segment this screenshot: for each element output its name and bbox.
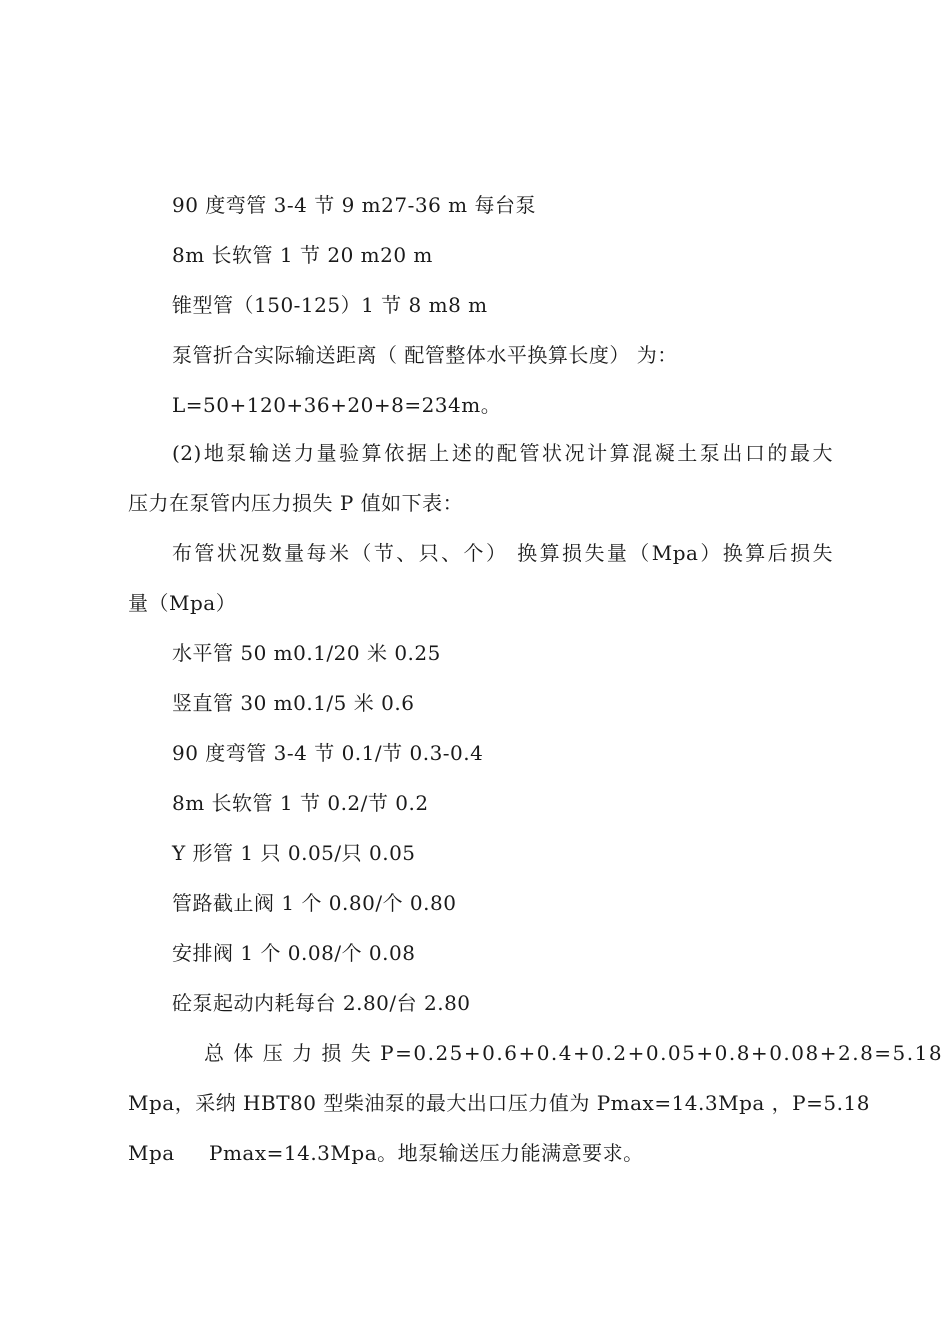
table-row-horizontal-pipe: 水平管 50 m0.1/20 米 0.25 — [172, 641, 441, 665]
table-row-bend-pipe: 90 度弯管 3-4 节 0.1/节 0.3-0.4 — [172, 741, 484, 765]
text-line-total-length: L=50+120+36+20+8=234m。 — [172, 393, 502, 417]
text-line-pump-max-pressure: Mpa，采纳 HBT80 型柴油泵的最大出口压力值为 Pmax=14.3Mpa ，P=5.18 — [128, 1091, 870, 1115]
table-header-line-1: 布管状况数量每米（节、只、个） 换算损失量（Mpa）换算后损失 — [172, 541, 833, 565]
table-row-vertical-pipe: 竖直管 30 m0.1/5 米 0.6 — [172, 691, 415, 715]
text-line-total-loss: 总 体 压 力 损 失 P=0.25+0.6+0.4+0.2+0.05+0.8+0.08+2.8=5.18 — [204, 1041, 944, 1065]
text-line-pressure-check-1: (2)地泵输送力量验算依据上述的配管状况计算混凝土泵出口的最大 — [172, 441, 833, 465]
table-row-hose: 8m 长软管 1 节 0.2/节 0.2 — [172, 791, 429, 815]
text-line-conversion-heading: 泵管折合实际输送距离（ 配管整体水平换算长度） 为： — [172, 343, 678, 367]
table-header-line-2: 量（Mpa） — [128, 591, 237, 615]
text-line-pressure-check-2: 压力在泵管内压力损失 P 值如下表： — [128, 491, 464, 515]
text-line-taper-pipe-length: 锥型管（150-125）1 节 8 m8 m — [172, 293, 488, 317]
text-line-hose-length: 8m 长软管 1 节 20 m20 m — [172, 243, 433, 267]
table-row-y-pipe: Y 形管 1 只 0.05/只 0.05 — [172, 841, 416, 865]
text-line-bend-pipe-length: 90 度弯管 3-4 节 9 m27-36 m 每台泵 — [172, 193, 536, 217]
text-line-conclusion: Mpa Pmax=14.3Mpa。地泵输送压力能满意要求。 — [128, 1141, 644, 1165]
table-row-stop-valve: 管路截止阀 1 个 0.80/个 0.80 — [172, 891, 457, 915]
table-row-distribution-valve: 安排阀 1 个 0.08/个 0.08 — [172, 941, 416, 965]
table-row-pump-startup: 砼泵起动内耗每台 2.80/台 2.80 — [172, 991, 471, 1015]
